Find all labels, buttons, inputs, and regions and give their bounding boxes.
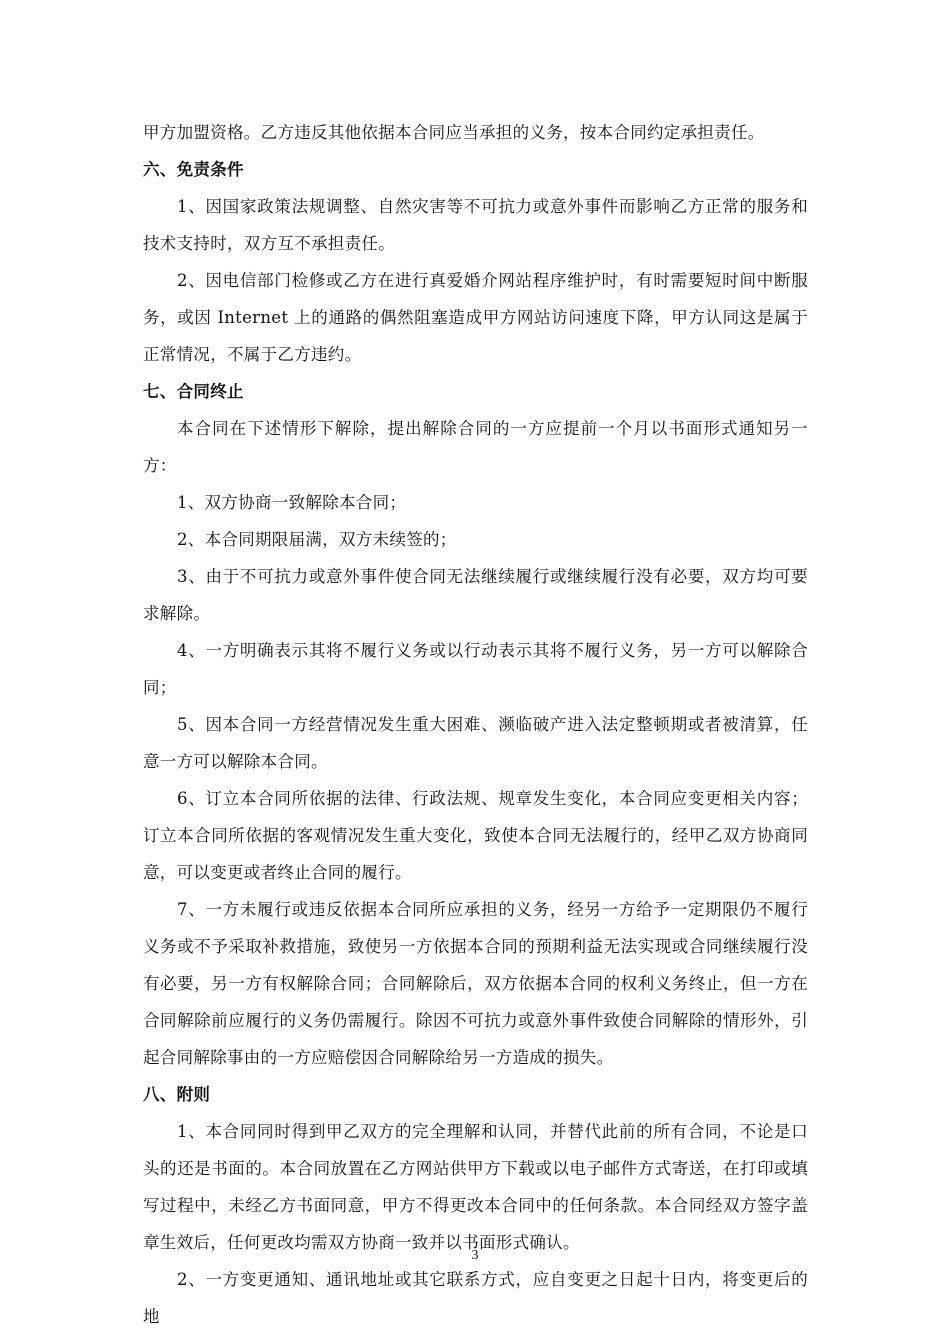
paragraph: 3、由于不可抗力或意外事件使合同无法继续履行或继续履行没有必要，双方均可要求解除。 bbox=[143, 567, 808, 623]
document-body bbox=[143, 114, 808, 1335]
paragraph: 2、一方变更通知、通讯地址或其它联系方式，应自变更之日起十日内，将变更后的地 bbox=[143, 1270, 808, 1326]
paragraph: 1、双方协商一致解除本合同； bbox=[177, 493, 407, 512]
paragraph: 2、本合同期限届满，双方未续签的； bbox=[177, 530, 457, 549]
page-number: 3 bbox=[471, 1248, 479, 1263]
section-heading: 七、合同终止 bbox=[143, 382, 244, 401]
paragraph: 本合同在下述情形下解除，提出解除合同的一方应提前一个月以书面形式通知另一方： bbox=[143, 419, 808, 475]
paragraph: 甲方加盟资格。乙方违反其他依据本合同应当承担的义务，按本合同约定承担责任。 bbox=[143, 123, 765, 142]
section-heading: 八、附则 bbox=[143, 1085, 211, 1104]
paragraph: 6、订立本合同所依据的法律、行政法规、规章发生变化，本合同应变更相关内容；订立本合同所依据的客观情况发生重大变化，致使本合同无法履行的，经甲乙双方协商同意，可以变更或者终止合同的履行。 bbox=[143, 789, 808, 882]
paragraph: 7、一方未履行或违反依据本合同所应承担的义务，经另一方给予一定期限仍不履行义务或不予采取补救措施，致使另一方依据本合同的预期利益无法实现或合同继续履行没有必要，另一方有权解除合同；合同解除后，双方依据本合同的权利义务终止，但一方在合同解除前应履行的义务仍需履行。除因不可抗力或意外事件致使合同解除的情形外，引起合同解除事由的一方应赔偿因合同解除给另一方造成的损失。 bbox=[143, 900, 808, 1067]
paragraph: 5、因本合同一方经营情况发生重大困难、濒临破产进入法定整顿期或者被清算，任意一方可以解除本合同。 bbox=[143, 715, 808, 771]
paragraph: 4、一方明确表示其将不履行义务或以行动表示其将不履行义务，另一方可以解除合同； bbox=[143, 641, 808, 697]
paragraph: 1、因国家政策法规调整、自然灾害等不可抗力或意外事件而影响乙方正常的服务和技术支持时，双方互不承担责任。 bbox=[143, 197, 808, 253]
paragraph: 1、本合同同时得到甲乙双方的完全理解和认同，并替代此前的所有合同，不论是口头的还是书面的。本合同放置在乙方网站供甲方下载或以电子邮件方式寄送，在打印或填写过程中，未经乙方书面同意，甲方不得更改本合同中的任何条款。本合同经双方签字盖章生效后，任何更改均需双方协商一致并以书面形式确认。 bbox=[143, 1122, 808, 1252]
section-heading: 六、免责条件 bbox=[143, 160, 244, 179]
paragraph: 2、因电信部门检修或乙方在进行真爱婚介网站程序维护时，有时需要短时间中断服务，或因 Internet 上的通路的偶然阻塞造成甲方网站访问速度下降，甲方认同这是属于正常情况，不属于乙方违约。 bbox=[143, 271, 808, 364]
